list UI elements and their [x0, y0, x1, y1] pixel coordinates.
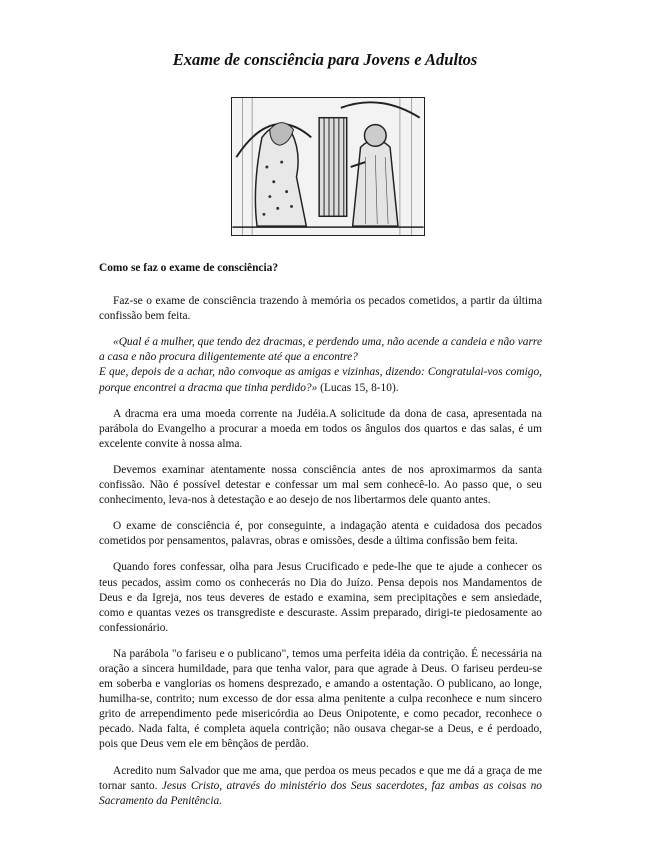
paragraph-5: Quando fores confessar, olha para Jesus Crucificado e pede-lhe que te ajude a conhecer os teus pecados, assim como os conhecerás no Dia do Juízo. Pensa depois nos Mandamentos de Deus e da Igreja, nos teus deveres de estado e examina, sem precipitações e sem ansiedade, como e quantas vezes os transgrediste e descuraste. Assim preparado, dirigi-te piedosamente ao confessionário.	[99, 561, 542, 634]
paragraph-6: Na parábola "o fariseu e o publicano", temos uma perfeita idéia da contrição. É necessária na oração a sincera humildade, para que tenha valor, para que agrade à Deus. O fariseu perdeu-se em soberba e vanglorias os homens desprezado, e amando a ostentação. O publicano, ao longe, humilha-se, contrito; num excesso de dor essa alma penitente a culpa reconhece e num sincero grito de arrependimento pede misericórdia ao Deus Onipotente, e como pecador, reconhece o pecado. Nada falta, é completa aquela contrição; não ousava chegar-se a Deus, e é perdoado, pois que Deus vem ele em bênçãos de perdão.	[99, 647, 542, 751]
paragraph-7	[99, 764, 542, 809]
paragraph-4: O exame de consciência é, por conseguinte, a indagação atenta e cuidadosa dos pecados cometidos por pensamentos, palavras, obras e omissões, desde a última confissão bem feita.	[99, 520, 542, 548]
quote-reference: (Lucas 15, 8-10).	[317, 381, 399, 394]
gospel-quote	[99, 335, 542, 395]
paragraph-7-text: Acredito num Salvador que me ama, que perdoa os meus pecados e que me dá a graça de me tornar santo.	[99, 764, 542, 792]
quote-line-2-text: E que, depois de a achar, não convoque as amigas e vizinhas, dizendo: Congratulai-vos comigo, porque encontrei a dracma que tinha perdido?»	[99, 366, 542, 394]
document-title: Exame de consciência para Jovens e Adultos	[172, 50, 478, 69]
paragraph-7-italic: Jesus Cristo, através do ministério dos Seus sacerdotes, faz ambas as coisas no Sacramento da Penitência.	[99, 779, 542, 807]
quote-line-2	[99, 365, 542, 395]
paragraph-1: Faz-se o exame de consciência trazendo à memória os pecados cometidos, a partir da última confissão bem feita.	[99, 295, 542, 323]
quote-line-1: «Qual é a mulher, que tendo dez dracmas, e perdendo uma, não acende a candeia e não varre a casa e não procura diligentemente até que a encontre?	[99, 336, 542, 364]
confession-illustration	[231, 97, 425, 236]
paragraph-2: A dracma era uma moeda corrente na Judéia.A solicitude da dona de casa, apresentada na parábola do Evangelho a procurar a moeda em todos os ângulos dos quartos e das salas, é um excelente convite à nossa alma.	[99, 407, 542, 450]
document-body	[99, 261, 542, 820]
section-heading: Como se faz o exame de consciência?	[99, 262, 279, 274]
paragraph-3: Devemos examinar atentamente nossa consciência antes de nos aproximarmos da santa confissão. Não é possível detestar e confessar um mal sem conhecê-lo. Ao passo que, o seu conhecimento, leva-nos à detestação e ao desejo de nos libertarmos dele quanto antes.	[99, 463, 542, 507]
